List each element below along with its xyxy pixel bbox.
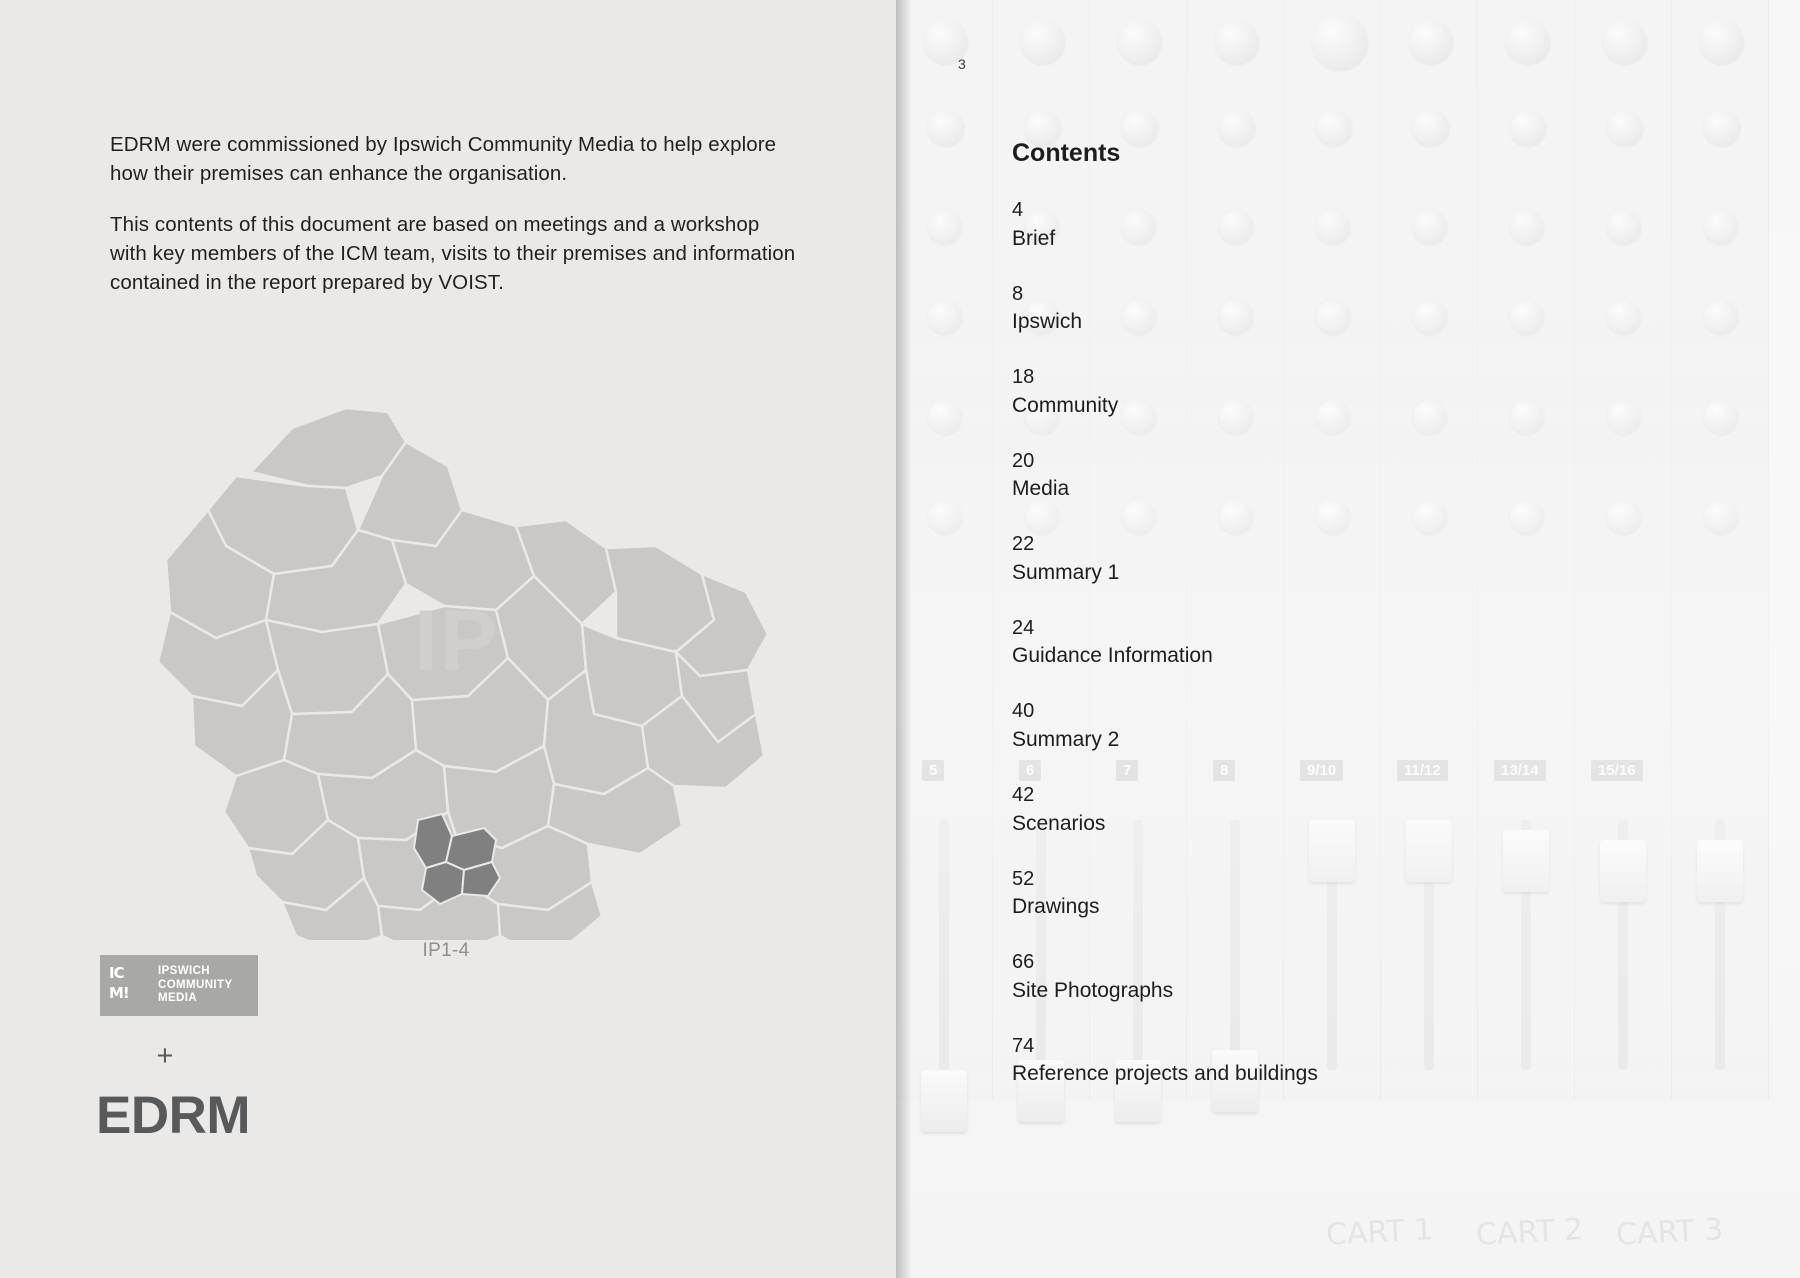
contents-panel [896, 0, 1800, 1278]
toc-label: Ipswich [1012, 310, 1083, 334]
toc-entry[interactable] [1012, 448, 1712, 505]
map-caption: IP1-4 [422, 940, 470, 961]
toc-page-number: 8 [1012, 282, 1024, 305]
toc-entry[interactable] [1012, 531, 1712, 588]
map-svg [96, 370, 796, 940]
toc-page-number: 18 [1012, 366, 1035, 389]
icm-mark-line-2: M! [109, 984, 129, 1002]
page-number: 3 [958, 56, 966, 72]
map-region-initials: IP [414, 593, 500, 689]
toc-page-number: 66 [1012, 951, 1035, 974]
toc-entry[interactable] [1012, 866, 1712, 923]
toc-page-number: 74 [1012, 1034, 1035, 1057]
toc-label: Summary 1 [1012, 560, 1120, 584]
toc-label: Community [1012, 393, 1119, 417]
toc-label: Media [1012, 477, 1070, 501]
toc-page-number: 20 [1012, 449, 1035, 472]
left-page [0, 0, 896, 1278]
ipswich-postcode-map [96, 370, 796, 970]
intro-paragraph-1: EDRM were commissioned by Ipswich Community Media to help explore how their premises can enhance the organisation. [110, 133, 777, 186]
toc-page-number: 22 [1012, 533, 1035, 556]
toc-entry[interactable] [1012, 364, 1712, 421]
intro-text-block [110, 130, 800, 320]
toc-page-number: 42 [1012, 783, 1035, 806]
toc-page-number: 40 [1012, 700, 1035, 723]
icm-logo-wordmark [154, 965, 233, 1006]
intro-paragraph-2: This contents of this document are based on meetings and a workshop with key members of the ICM team, visits to their premises and information contained in the report prepared by VOIST. [110, 213, 796, 295]
toc-page-number: 24 [1012, 616, 1035, 639]
toc-label: Summary 2 [1012, 727, 1120, 751]
toc-entry[interactable] [1012, 615, 1712, 672]
toc-page-number: 52 [1012, 867, 1035, 890]
toc-entry[interactable] [1012, 949, 1712, 1006]
toc-page-number: 4 [1012, 199, 1024, 221]
toc-label: Drawings [1012, 895, 1100, 919]
toc-entry[interactable] [1012, 698, 1712, 755]
icm-name-line-1: IPSWICH [158, 965, 210, 978]
icm-name-line-3: MEDIA [158, 992, 198, 1005]
toc-entry[interactable] [1012, 1033, 1712, 1090]
toc-entry[interactable] [1012, 197, 1712, 254]
icm-name-line-2: COMMUNITY [158, 978, 233, 991]
icm-logo-mark [100, 955, 154, 1016]
icm-logo [100, 955, 258, 1016]
toc-label: Site Photographs [1012, 978, 1174, 1002]
toc-label: Brief [1012, 226, 1056, 250]
right-page [896, 0, 1800, 1278]
edrm-wordmark: EDRM [96, 1086, 251, 1145]
toc-entry[interactable] [1012, 782, 1712, 839]
plus-separator: + [156, 1040, 174, 1072]
contents-heading: Contents [1012, 139, 1121, 167]
toc-label: Scenarios [1012, 811, 1106, 835]
table-of-contents [1012, 197, 1712, 1116]
toc-label: Guidance Information [1012, 644, 1213, 668]
toc-entry[interactable] [1012, 281, 1712, 338]
toc-label: Reference projects and buildings [1012, 1062, 1318, 1086]
icm-mark-line-1: IC [109, 964, 124, 982]
